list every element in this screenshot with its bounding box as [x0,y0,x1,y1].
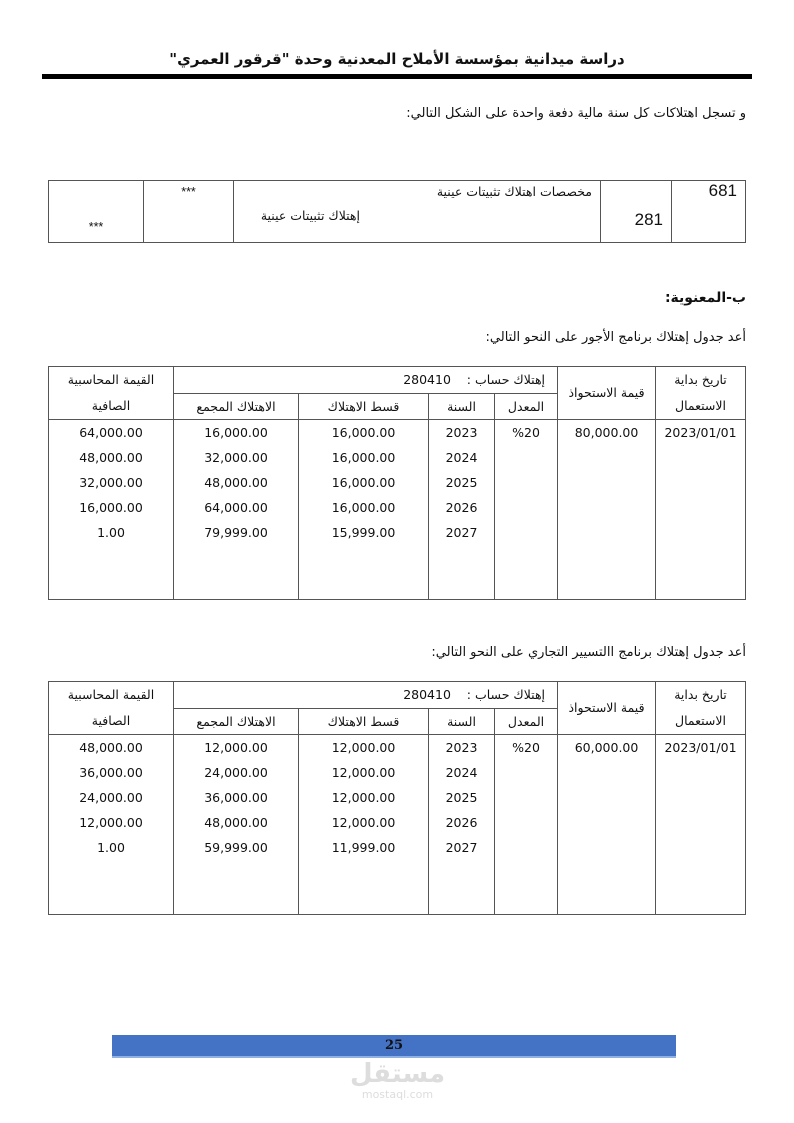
table-row [49,520,746,545]
section-heading: ب-المعنوية: [664,290,746,306]
credit-account: 281 [601,181,672,243]
header-rule [42,74,752,79]
table-row [49,835,746,860]
table-row [49,860,746,915]
cell-year: 2023 [429,735,495,761]
cell-installment: 16,000.00 [299,495,429,520]
cell-net-value: 48,000.00 [49,735,174,761]
header-account: إهتلاك حساب : 280410 [174,367,558,394]
cell-installment: 12,000.00 [299,735,429,761]
depreciation-table-payroll [48,366,746,600]
cell-net-value: 1.00 [49,520,174,545]
table-caption: أعد جدول إهتلاك برنامج االتسيير التجاري على النحو التالي: [431,645,746,660]
cell-year: 2026 [429,810,495,835]
cell-accumulated: 36,000.00 [174,785,299,810]
table-row [49,445,746,470]
table-row [49,545,746,600]
cell-accumulated: 12,000.00 [174,735,299,761]
header-rate: المعدل [495,393,558,420]
page-header-title: دراسة ميدانية بمؤسسة الأملاح المعدنية وحدة "قرقور العمري" [169,50,625,68]
cell-year: 2027 [429,835,495,860]
table-row [49,495,746,520]
header-year: السنة [429,708,495,735]
cell-installment: 16,000.00 [299,470,429,495]
cell-accumulated: 16,000.00 [174,420,299,446]
cell-year: 2027 [429,520,495,545]
debit-label: مخصصات اهتلاك تثبيتات عينية [436,184,592,199]
debit-account: 681 [672,181,746,243]
journal-entry-table [48,180,746,243]
header-date: تاريخ بداية الاستعمال [656,682,746,735]
cell-cost: 80,000.00 [558,420,656,446]
cell-date: 2023/01/01 [656,420,746,446]
cell-installment: 12,000.00 [299,760,429,785]
table-row [49,810,746,835]
cell-date: 2023/01/01 [656,735,746,761]
cell-installment: 16,000.00 [299,445,429,470]
header-date: تاريخ بداية الاستعمال [656,367,746,420]
header-accumulated: الاهتلاك المجمع [174,708,299,735]
cell-accumulated: 24,000.00 [174,760,299,785]
cell-cost: 60,000.00 [558,735,656,761]
header-accumulated: الاهتلاك المجمع [174,393,299,420]
cell-net-value: 12,000.00 [49,810,174,835]
header-cost: قيمة الاستحواذ [558,367,656,420]
cell-accumulated: 48,000.00 [174,470,299,495]
cell-installment: 16,000.00 [299,420,429,446]
cell-accumulated: 79,999.00 [174,520,299,545]
cell-net-value: 36,000.00 [49,760,174,785]
cell-net-value: 1.00 [49,835,174,860]
header-installment: قسط الاهتلاك [299,393,429,420]
cell-year: 2024 [429,760,495,785]
cell-installment: 12,000.00 [299,810,429,835]
watermark-logo: مستقل mostaql.com [349,1059,446,1101]
header-rate: المعدل [495,708,558,735]
header-account: إهتلاك حساب : 280410 [174,682,558,709]
cell-accumulated: 48,000.00 [174,810,299,835]
table-row [49,785,746,810]
table-row [49,470,746,495]
table-row [49,760,746,785]
cell-accumulated: 64,000.00 [174,495,299,520]
cell-net-value: 32,000.00 [49,470,174,495]
cell-accumulated: 59,999.00 [174,835,299,860]
cell-net-value: 64,000.00 [49,420,174,446]
header-cost: قيمة الاستحواذ [558,682,656,735]
cell-installment: 15,999.00 [299,520,429,545]
header-net-value: القيمة المحاسبية الصافية [49,682,174,735]
credit-amount: *** [49,181,144,243]
credit-label: إهتلاك تثبيتات عينية [260,208,360,223]
table-caption: أعد جدول إهتلاك برنامج الأجور على النحو التالي: [485,330,746,345]
cell-year: 2026 [429,495,495,520]
cell-year: 2024 [429,445,495,470]
cell-net-value: 16,000.00 [49,495,174,520]
depreciation-table-commercial [48,681,746,915]
header-year: السنة [429,393,495,420]
cell-net-value: 24,000.00 [49,785,174,810]
header-net-value: القيمة المحاسبية الصافية [49,367,174,420]
cell-year: 2025 [429,785,495,810]
cell-installment: 12,000.00 [299,785,429,810]
cell-rate: %20 [495,420,558,446]
cell-year: 2025 [429,470,495,495]
table-row [49,735,746,761]
debit-amount: *** [144,181,234,243]
cell-rate: %20 [495,735,558,761]
intro-paragraph: و تسجل اهتلاكات كل سنة مالية دفعة واحدة على الشكل التالي: [406,106,746,121]
cell-year: 2023 [429,420,495,446]
table-row [49,420,746,446]
header-installment: قسط الاهتلاك [299,708,429,735]
cell-accumulated: 32,000.00 [174,445,299,470]
page-number: 25 [112,1035,676,1058]
cell-installment: 11,999.00 [299,835,429,860]
cell-net-value: 48,000.00 [49,445,174,470]
